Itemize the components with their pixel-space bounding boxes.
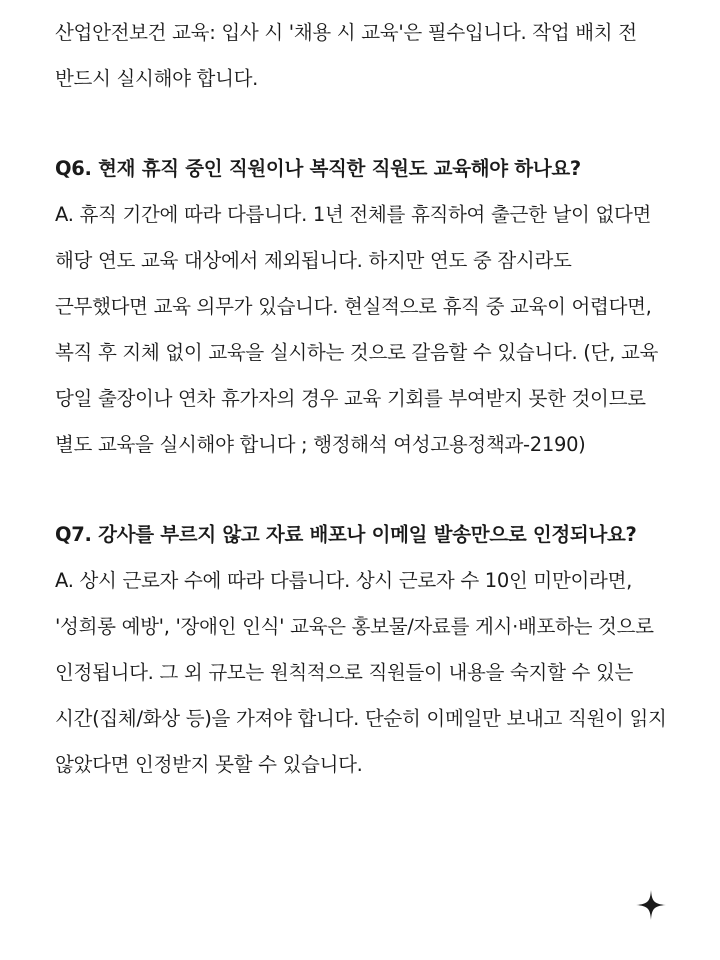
- answer-paragraph: A. 휴직 기간에 따라 다릅니다. 1년 전체를 휴직하여 출근한 날이 없다면 해당 연도 교육 대상에서 제외됩니다. 하지만 연도 중 잠시라도 근무했다면 교육 의무가 있습니다. 현실적으로 휴직 중 교육이 어렵다면, 복직 후 지체 없이 교육을 실시하는 것으로 갈음할 수 있습니다. (단, 교육 당일 출장이나 연차 휴가자의 경우 교육 기회를 부여받지 못한 것이므로 별도 교육을 실시해야 합니다 ; 행정해석 여성고용정책과-2190): [55, 203, 659, 456]
- sparkle-icon: [636, 890, 666, 920]
- document-body: [55, 10, 670, 788]
- answer-paragraph: A. 상시 근로자 수에 따라 다릅니다. 상시 근로자 수 10인 미만이라면, '성희롱 예방', '장애인 인식' 교육은 홍보물/자료를 게시·배포하는 것으로 인정됩니다. 그 외 규모는 원칙적으로 직원들이 내용을 숙지할 수 있는 시간(집체/화상 등)을 가져야 합니다. 단순히 이메일만 보내고 직원이 읽지 않았다면 인정받지 못할 수 있습니다.: [55, 569, 667, 776]
- intro-paragraph: 산업안전보건 교육: 입사 시 '채용 시 교육'은 필수입니다. 작업 배치 전 반드시 실시해야 합니다.: [55, 21, 637, 90]
- qa-item-q6: [55, 146, 670, 468]
- question-heading: Q7. 강사를 부르지 않고 자료 배포나 이메일 발송만으로 인정되나요?: [55, 523, 637, 546]
- question-heading: Q6. 현재 휴직 중인 직원이나 복직한 직원도 교육해야 하나요?: [55, 157, 581, 180]
- qa-item-q7: [55, 512, 670, 788]
